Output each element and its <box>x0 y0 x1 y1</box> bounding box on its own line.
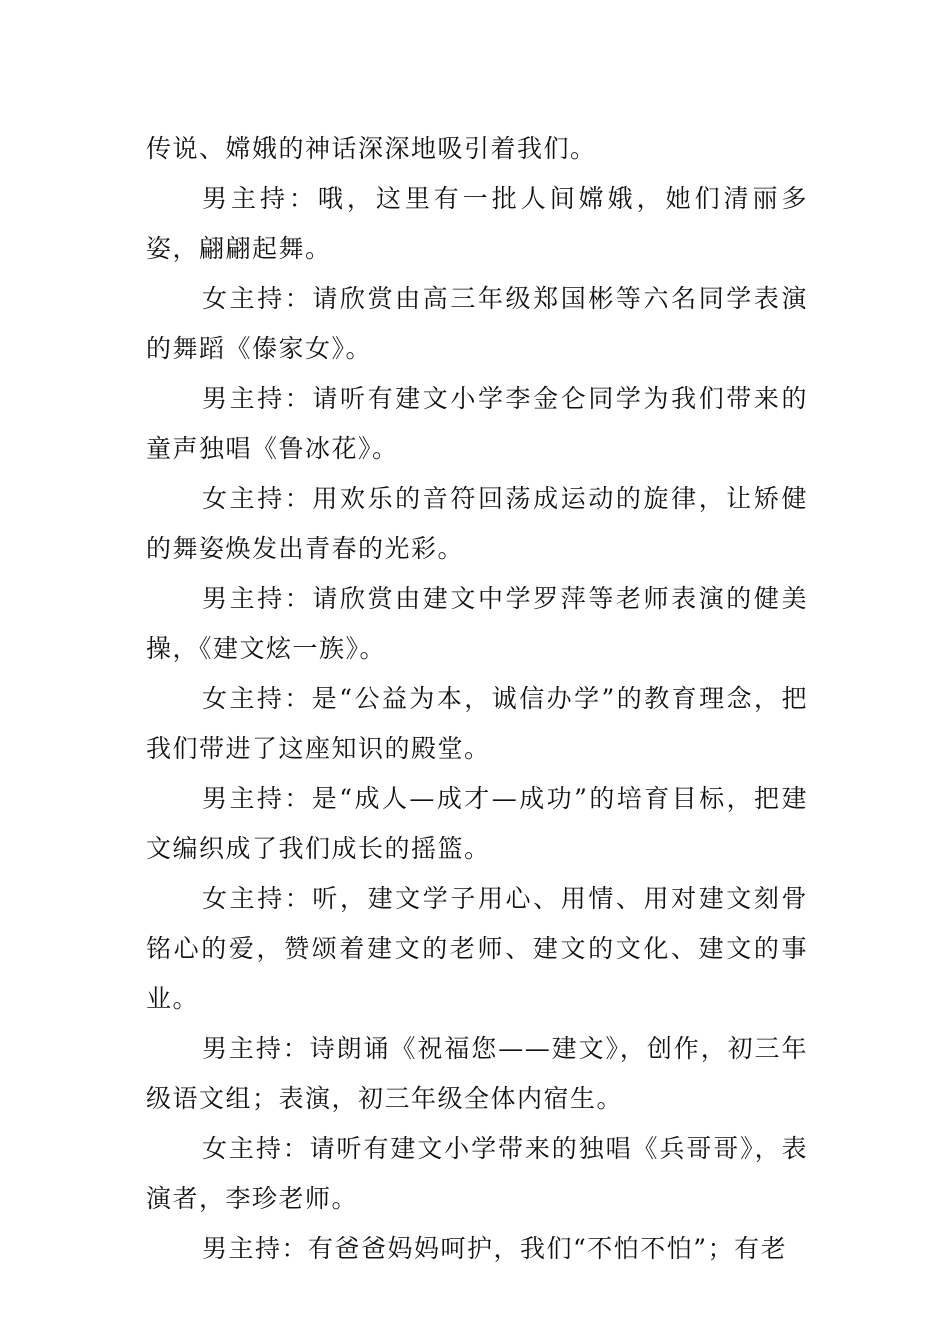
paragraph-10: 男主持：诗朗诵《祝福您——建文》，创作，初三年级语文组；表演，初三年级全体内宿生。 <box>146 1034 808 1113</box>
paragraph-2: 男主持：哦，这里有一批人间嫦娥，她们清丽多姿，翩翩起舞。 <box>146 184 808 263</box>
paragraph-5: 女主持：用欢乐的音符回荡成运动的旋律，让矫健的舞姿焕发出青春的光彩。 <box>146 484 808 563</box>
paragraph-1: 传说、嫦娥的神话深深地吸引着我们。 <box>146 134 597 163</box>
paragraph-7: 女主持：是“公益为本，诚信办学”的教育理念，把我们带进了这座知识的殿堂。 <box>146 684 808 763</box>
paragraph-6: 男主持：请欣赏由建文中学罗萍等老师表演的健美操，《建文炫一族》。 <box>146 584 808 663</box>
paragraph-11: 女主持：请听有建文小学带来的独唱《兵哥哥》，表演者，李珍老师。 <box>146 1134 808 1213</box>
paragraph-3: 女主持：请欣赏由高三年级郑国彬等六名同学表演的舞蹈《傣家女》。 <box>146 284 808 363</box>
document-body <box>146 124 808 1274</box>
paragraph-9: 女主持：听，建文学子用心、用情、用对建文刻骨铭心的爱，赞颂着建文的老师、建文的文化、建文的事业。 <box>146 884 808 1013</box>
paragraph-4: 男主持：请听有建文小学李金仑同学为我们带来的童声独唱《鲁冰花》。 <box>146 384 808 463</box>
paragraph-8: 男主持：是“成人—成才—成功”的培育目标，把建文编织成了我们成长的摇篮。 <box>146 784 808 863</box>
paragraph-12: 男主持：有爸爸妈妈呵护，我们“不怕不怕”；有老 <box>202 1234 788 1263</box>
